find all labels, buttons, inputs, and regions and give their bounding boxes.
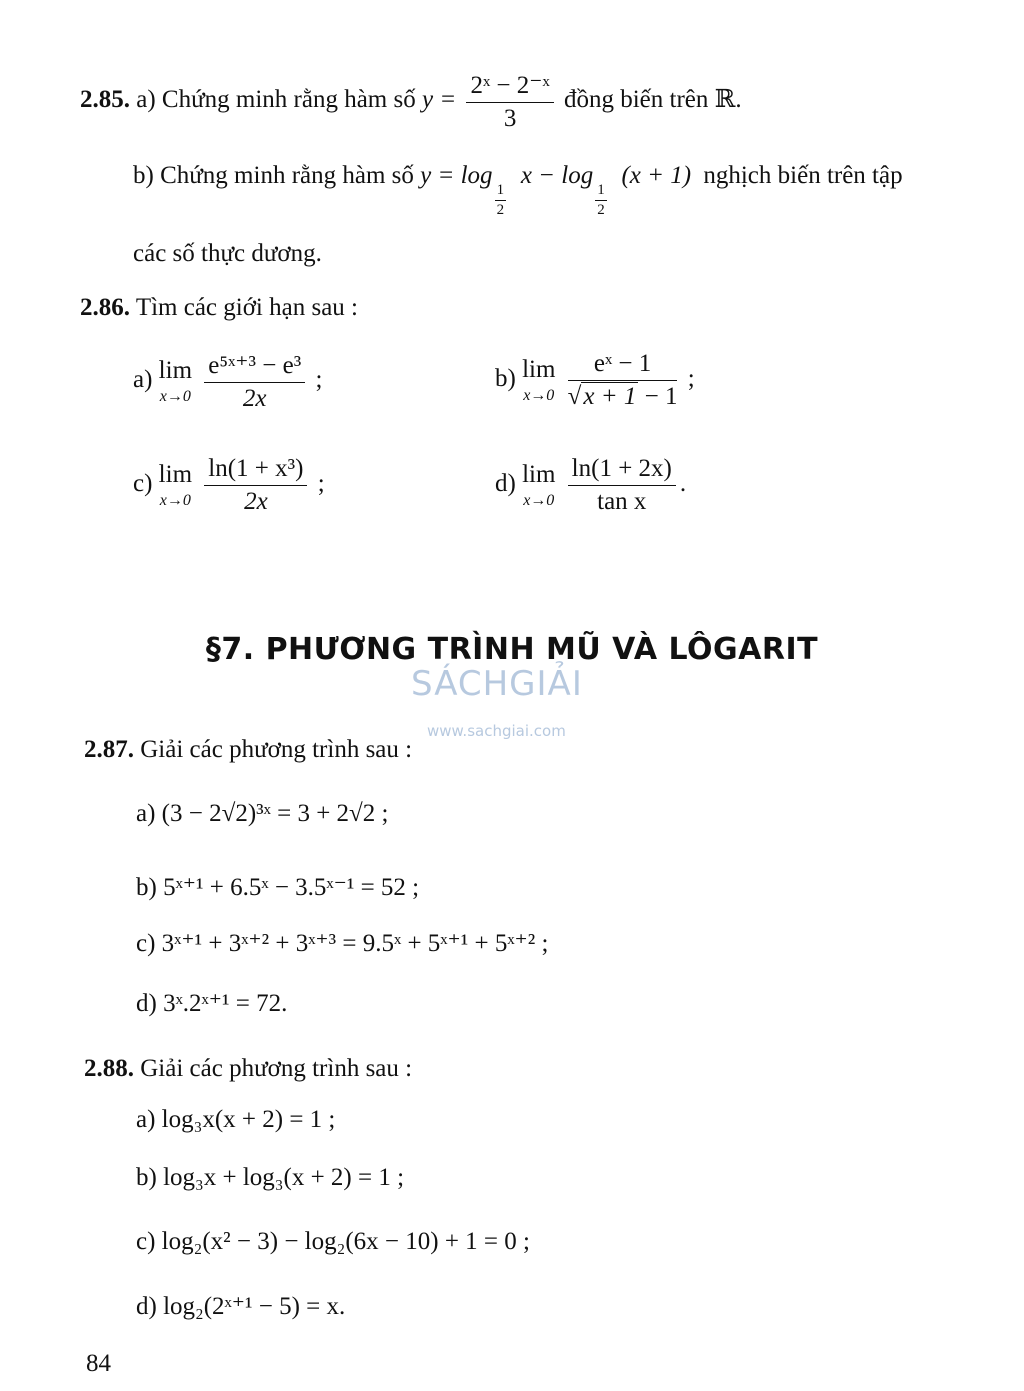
- item-label: d): [495, 470, 516, 498]
- log-base-numerator: 1: [495, 181, 507, 201]
- fraction: [204, 350, 305, 413]
- denominator: √x + 1 − 1: [567, 383, 678, 410]
- fraction: [204, 455, 307, 516]
- log-base-denominator: 2: [496, 201, 505, 218]
- problem-2-88-title: [84, 1055, 412, 1083]
- numerator: eˣ − 1: [568, 350, 678, 381]
- numerator: ln(1 + x³): [204, 455, 307, 486]
- equation-b: b) log₃x + log₃(x + 2) = 1 ;: [136, 1164, 405, 1191]
- fraction: [466, 70, 553, 133]
- denominator: 2x: [244, 488, 268, 515]
- item-label: c): [133, 470, 153, 498]
- equation-d: d) log₂(2ˣ⁺¹ − 5) = x.: [136, 1293, 346, 1320]
- equation-a: a) (3 − 2√2)³ˣ = 3 + 2√2 ;: [136, 800, 389, 827]
- math-expression: (x + 1): [615, 162, 692, 189]
- limit-c: [133, 455, 325, 516]
- equation-c: c) 3ˣ⁺¹ + 3ˣ⁺² + 3ˣ⁺³ = 9.5ˣ + 5ˣ⁺¹ + 5ˣ⁺² ;: [136, 930, 549, 957]
- problem-2-86-title: [80, 294, 358, 322]
- limit-operator: lim x→0: [522, 356, 556, 404]
- page-number: 84: [86, 1350, 111, 1377]
- limit-operator: lim x→0: [522, 461, 556, 509]
- math-expression: y =: [421, 86, 457, 114]
- problem-text: b) Chứng minh rằng hàm số: [133, 162, 421, 189]
- problem-text: nghịch biến trên tập: [703, 162, 903, 189]
- separator: .: [679, 470, 687, 498]
- item-label: b): [495, 365, 516, 393]
- item-label: a): [133, 366, 153, 394]
- fraction: [568, 455, 676, 516]
- numerator: e⁵ˣ⁺³ − e³: [204, 350, 305, 383]
- denominator: 2x: [242, 385, 267, 412]
- equation-d: d) 3ˣ.2ˣ⁺¹ = 72.: [136, 990, 288, 1017]
- math-expression: x − log: [514, 162, 594, 189]
- fraction: [568, 350, 678, 411]
- limit-d: [495, 455, 686, 516]
- denominator: tan x: [597, 488, 647, 515]
- watermark-url: www.sachgiai.com: [427, 722, 566, 740]
- limit-operator: lim x→0: [158, 357, 193, 405]
- problem-2-85-a: [80, 70, 742, 133]
- separator: ;: [315, 366, 323, 394]
- problem-text: Tìm các giới hạn sau :: [135, 294, 358, 321]
- separator: ;: [317, 470, 325, 498]
- equation-c: c) log₂(x² − 3) − log₂(6x − 10) + 1 = 0 ;: [136, 1228, 530, 1255]
- separator: ;: [687, 365, 695, 393]
- problem-2-85-b: [133, 162, 903, 218]
- problem-text: các số thực dương.: [133, 240, 322, 267]
- numerator: ln(1 + 2x): [568, 455, 676, 486]
- numerator: 2ˣ − 2⁻ˣ: [466, 70, 553, 103]
- watermark-logo: SÁCHGIẢI: [411, 664, 583, 704]
- limit-a: [133, 350, 322, 413]
- limit-operator: lim x→0: [158, 461, 193, 509]
- equation-b: b) 5ˣ⁺¹ + 6.5ˣ − 3.5ˣ⁻¹ = 52 ;: [136, 874, 420, 901]
- equation-a: a) log₃x(x + 2) = 1 ;: [136, 1106, 336, 1133]
- problem-number: 2.85.: [80, 86, 130, 114]
- problem-2-87-title: [84, 736, 412, 764]
- problem-number: 2.86.: [80, 294, 130, 321]
- log-base-numerator: 1: [595, 181, 607, 201]
- section-heading: §7. PHƯƠNG TRÌNH MŨ VÀ LÔGARIT: [205, 632, 819, 667]
- problem-number: 2.87.: [84, 736, 134, 763]
- denominator: 3: [503, 105, 517, 132]
- problem-text: Giải các phương trình sau :: [140, 736, 413, 763]
- math-expression: y = log: [420, 162, 493, 189]
- problem-text: đồng biến trên ℝ.: [563, 86, 742, 114]
- limit-b: [495, 350, 695, 411]
- log-base-denominator: 2: [597, 201, 605, 218]
- problem-number: 2.88.: [84, 1055, 134, 1082]
- problem-text: Giải các phương trình sau :: [140, 1055, 413, 1082]
- problem-text: a) Chứng minh rằng hàm số: [136, 86, 422, 114]
